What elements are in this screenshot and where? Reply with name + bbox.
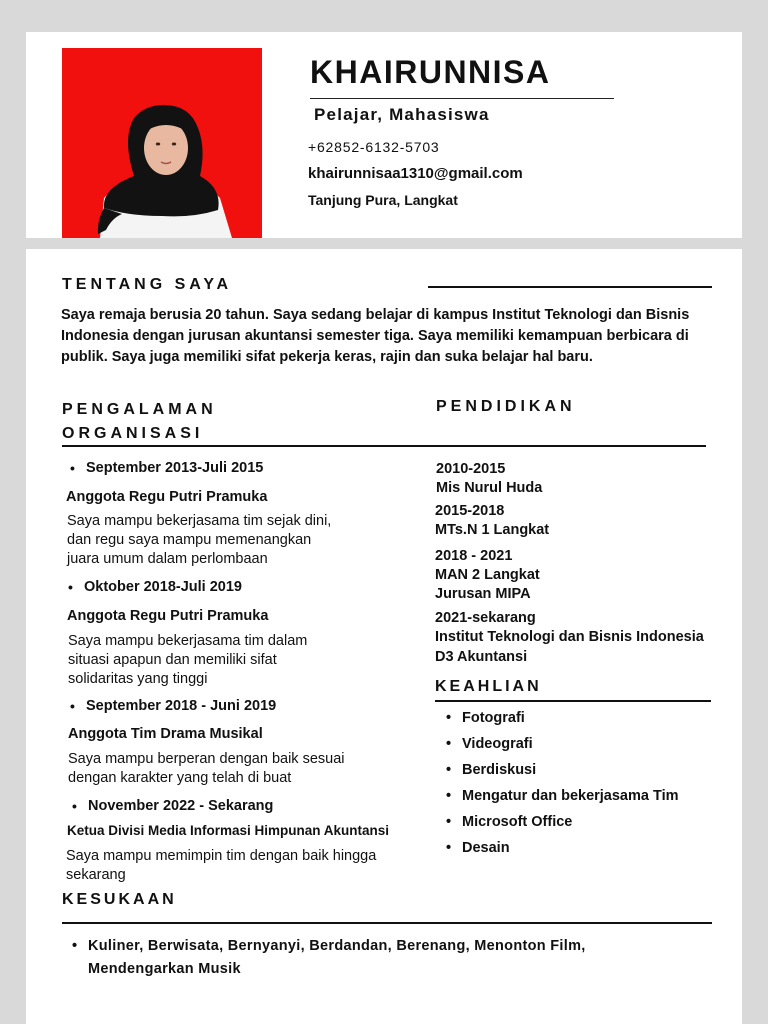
experience-period-4: • November 2022 - Sekarang (88, 798, 273, 814)
profile-photo (62, 48, 262, 238)
hobbies-section-title: KESUKAAN (62, 891, 177, 908)
experience-divider (62, 445, 706, 447)
experience-section-title-line1: PENGALAMAN (62, 401, 217, 418)
skills-section-title: KEAHLIAN (435, 678, 542, 695)
education-item-4: 2021-sekarang Institut Teknologi dan Bisnis Indonesia D3 Akuntansi (435, 610, 704, 665)
person-portrait-icon (62, 48, 262, 238)
skills-divider (435, 700, 711, 702)
hobbies-divider (62, 922, 712, 924)
skill-item: • Fotografi (462, 710, 679, 736)
resume-body-card (26, 249, 742, 1024)
education-item-3: 2018 - 2021 MAN 2 Langkat Jurusan MIPA (435, 548, 540, 602)
phone-number: +62852-6132-5703 (308, 139, 440, 155)
experience-period-3: • September 2018 - Juni 2019 (86, 698, 276, 714)
skill-item: • Desain (462, 840, 679, 866)
skill-item: • Microsoft Office (462, 814, 679, 840)
experience-period-2: • Oktober 2018-Juli 2019 (84, 579, 242, 595)
experience-desc-1: Saya mampu bekerjasama tim sejak dini, dan regu saya mampu memenangkan juara umum dalam perlombaan (67, 513, 332, 567)
about-section-title: TENTANG SAYA (62, 276, 233, 293)
experience-desc-3: Saya mampu berperan dengan baik sesuai dengan karakter yang telah di buat (68, 751, 345, 786)
about-divider (428, 286, 712, 288)
skills-list (462, 710, 679, 866)
email-address: khairunnisaa1310@gmail.com (308, 165, 523, 182)
home-address: Tanjung Pura, Langkat (308, 192, 458, 208)
education-item-2: 2015-2018 MTs.N 1 Langkat (435, 503, 550, 538)
about-text: Saya remaja berusia 20 tahun. Saya sedang belajar di kampus Institut Teknologi dan Bisnis Indonesia dengan jurusan akuntansi semester tiga. Saya memiliki kemampuan berbicara di publik. Saya juga memiliki sifat pekerja keras, rajin dan suka belajar hal baru. (61, 307, 690, 365)
experience-desc-2: Saya mampu bekerjasama tim dalam situasi apapun dan memiliki sifat solidaritas yang tinggi (68, 633, 308, 687)
experience-role-4: Ketua Divisi Media Informasi Himpunan Akuntansi (67, 823, 390, 838)
skill-item: • Videografi (462, 736, 679, 762)
experience-role-1: Anggota Regu Putri Pramuka (66, 489, 268, 505)
education-section-title: PENDIDIKAN (436, 398, 576, 415)
experience-role-2: Anggota Regu Putri Pramuka (67, 608, 269, 624)
experience-period-1: • September 2013-Juli 2015 (86, 460, 263, 476)
candidate-name: KHAIRUNNISA (310, 54, 551, 90)
skill-item: • Mengatur dan bekerjasama Tim (462, 788, 679, 814)
candidate-role: Pelajar, Mahasiswa (314, 105, 490, 124)
hobbies-text: • Kuliner, Berwisata, Bernyanyi, Berdandan, Berenang, Menonton Film, Mendengarkan Musik (88, 935, 688, 981)
experience-desc-4: Saya mampu memimpin tim dengan baik hingga sekarang (66, 848, 377, 883)
experience-section-title-line2: ORGANISASI (62, 425, 204, 442)
header-card (26, 32, 742, 238)
experience-role-3: Anggota Tim Drama Musikal (68, 726, 263, 742)
name-divider (310, 98, 614, 99)
education-item-1: 2010-2015 Mis Nurul Huda (436, 461, 543, 496)
skill-item: • Berdiskusi (462, 762, 679, 788)
